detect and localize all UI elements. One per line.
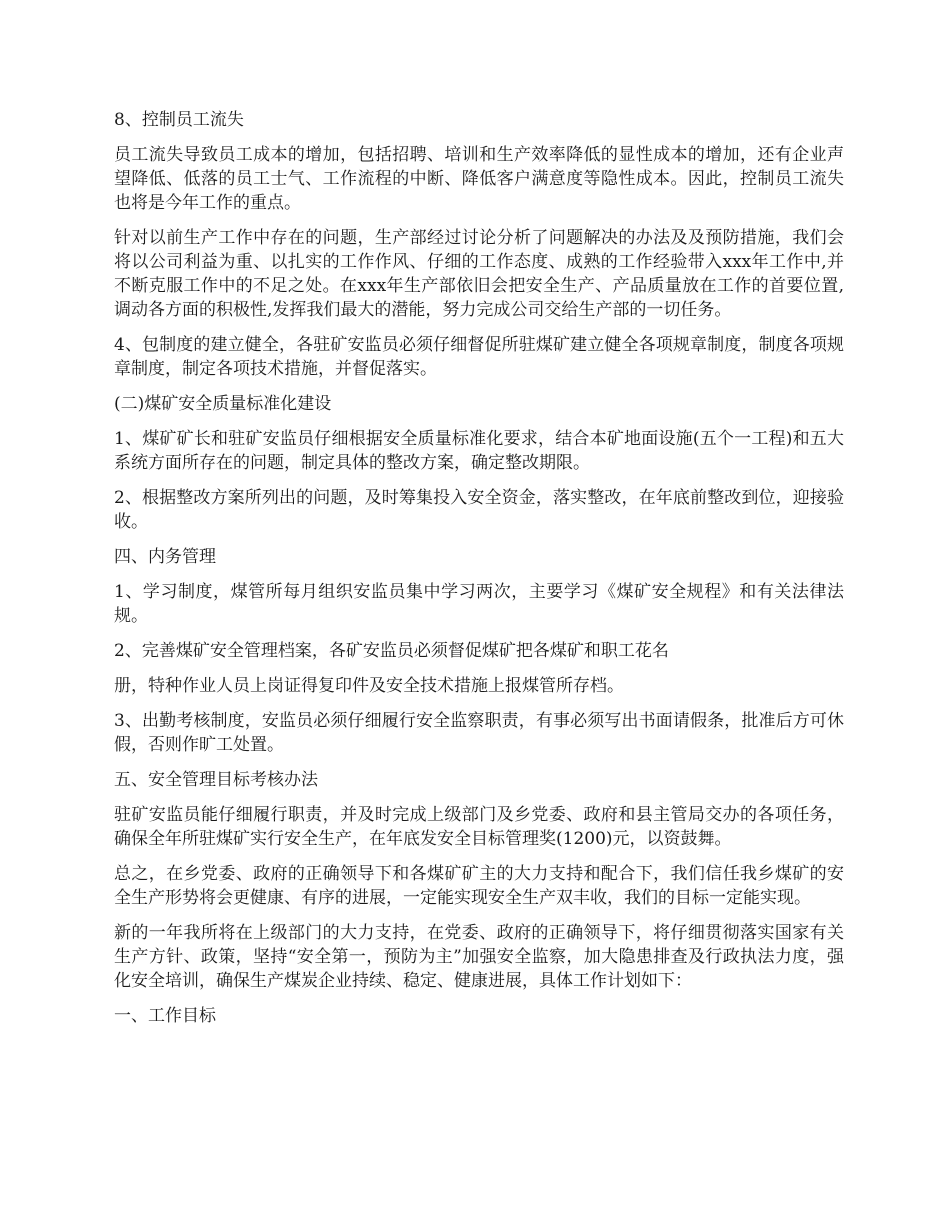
document-page xyxy=(114,108,844,1039)
body-paragraph: 驻矿安监员能仔细履行职责，并及时完成上级部门及乡党委、政府和县主管局交办的各项任务，确保全年所驻煤矿实行安全生产，在年底发安全目标管理奖(1200)元，以资鼓舞。 xyxy=(114,805,844,849)
section-heading: 五、安全管理目标考核办法 xyxy=(114,770,318,790)
body-paragraph: 针对以前生产工作中存在的问题，生产部经过讨论分析了问题解决的办法及及预防措施，我们会将以公司利益为重、以扎实的工作作风、仔细的工作态度、成熟的工作经验带入xxx年工作中,并不断克服工作中的不足之处。在xxx年生产部依旧会把安全生产、产品质量放在工作的首要位置,调动各方面的积极性,发挥我们最大的潜能，努力完成公司交给生产部的一切任务。 xyxy=(114,228,844,320)
section-heading: (二)煤矿安全质量标准化建设 xyxy=(114,394,332,414)
body-paragraph: 2、完善煤矿安全管理档案，各矿安监员必须督促煤矿把各煤矿和职工花名 xyxy=(114,641,669,661)
section-heading: 四、内务管理 xyxy=(114,547,216,567)
body-paragraph: 2、根据整改方案所列出的问题，及时筹集投入安全资金，落实整改，在年底前整改到位，迎接验收。 xyxy=(114,488,844,532)
body-paragraph: 1、煤矿矿长和驻矿安监员仔细根据安全质量标准化要求，结合本矿地面设施(五个一工程)和五大系统方面所存在的问题，制定具体的整改方案，确定整改期限。 xyxy=(114,429,844,473)
body-paragraph: 员工流失导致员工成本的增加，包括招聘、培训和生产效率降低的显性成本的增加，还有企业声望降低、低落的员工士气、工作流程的中断、降低客户满意度等隐性成本。因此，控制员工流失也将是今年工作的重点。 xyxy=(114,145,844,213)
section-heading: 一、工作目标 xyxy=(114,1006,216,1026)
body-paragraph: 3、出勤考核制度，安监员必须仔细履行安全监察职责，有事必须写出书面请假条，批准后方可休假，否则作旷工处置。 xyxy=(114,711,844,755)
body-paragraph: 新的一年我所将在上级部门的大力支持，在党委、政府的正确领导下，将仔细贯彻落实国家有关生产方针、政策，坚持“安全第一，预防为主”加强安全监察，加大隐患排查及行政执法力度，强化安全培训，确保生产煤炭企业持续、稳定、健康进展，具体工作计划如下： xyxy=(114,923,844,991)
section-heading: 8、控制员工流失 xyxy=(114,110,244,130)
body-paragraph: 4、包制度的建立健全，各驻矿安监员必须仔细督促所驻煤矿建立健全各项规章制度，制度各项规章制度，制定各项技术措施，并督促落实。 xyxy=(114,335,844,379)
body-paragraph: 总之，在乡党委、政府的正确领导下和各煤矿矿主的大力支持和配合下，我们信任我乡煤矿的安全生产形势将会更健康、有序的进展，一定能实现安全生产双丰收，我们的目标一定能实现。 xyxy=(114,864,844,908)
body-paragraph: 1、学习制度，煤管所每月组织安监员集中学习两次，主要学习《煤矿安全规程》和有关法律法规。 xyxy=(114,582,844,626)
body-paragraph: 册，特种作业人员上岗证得复印件及安全技术措施上报煤管所存档。 xyxy=(114,676,624,696)
